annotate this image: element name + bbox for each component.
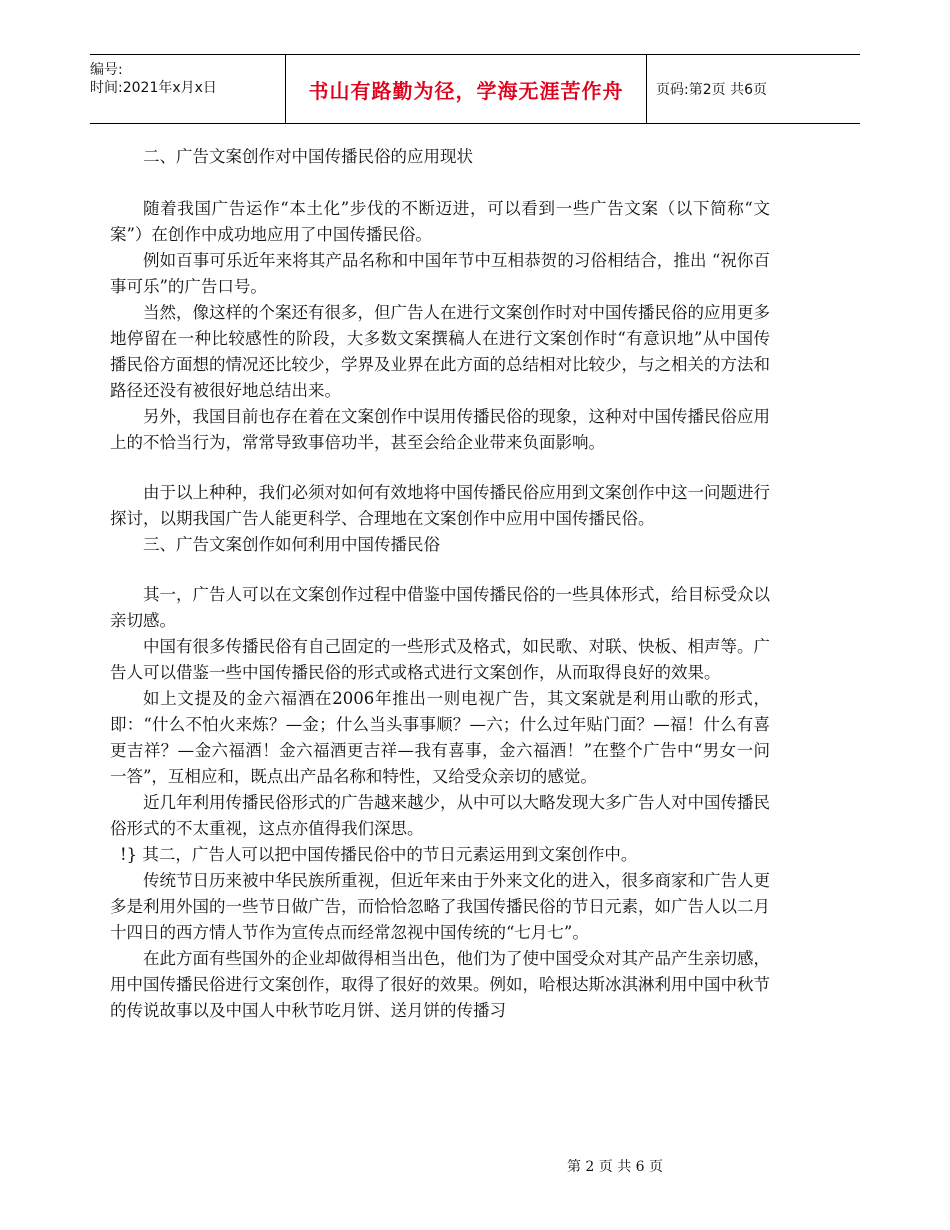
number-label: 编号: xyxy=(90,62,123,78)
section-heading-3: 三、广告文案创作如何利用中国传播民俗 xyxy=(143,535,440,554)
header-meta xyxy=(90,55,285,123)
time-label: 时间:2021年x月x日 xyxy=(90,80,217,96)
header-motto-cell xyxy=(285,55,647,123)
paragraph: 如上文提及的金六福酒在2006年推出一则电视广告，其文案就是利用山歌的形式，即：“什么不怕火来炼？—金；什么当头事事顺？—六；什么过年贴门面？—福！什么有喜更吉祥？—金六福酒！金六福酒更吉祥—我有喜事，金六福酒！”在整个广告中“男女一问一答”，互相应和，既点出产品名称和特性，又给受众亲切的感觉。 xyxy=(110,689,770,786)
paragraph: 例如百事可乐近年来将其产品名称和中国年节中互相恭贺的习俗相结合，推出 “祝你百事可乐”的广告口号。 xyxy=(110,251,770,296)
paragraph: 近几年利用传播民俗形式的广告越来越少，从中可以大略发现大多广告人对中国传播民俗形式的不太重视，这点亦值得我们深思。 xyxy=(110,793,770,838)
section-heading-2: 二、广告文案创作对中国传播民俗的应用现状 xyxy=(143,147,473,166)
paragraph: 由于以上种种，我们必须对如何有效地将中国传播民俗应用到文案创作中这一问题进行探讨，以期我国广告人能更科学、合理地在文案创作中应用中国传播民俗。 xyxy=(110,483,770,528)
paragraph: 当然，像这样的个案还有很多，但广告人在进行文案创作时对中国传播民俗的应用更多地停留在一种比较感性的阶段，大多数文案撰稿人在进行文案创作时“有意识地”从中国传播民俗方面想的情况还比较少，学界及业界在此方面的总结相对比较少，与之相关的方法和路径还没有被很好地总结出来。 xyxy=(110,303,770,400)
paragraph: 其一，广告人可以在文案创作过程中借鉴中国传播民俗的一些具体形式，给目标受众以亲切感。 xyxy=(110,585,770,630)
page-footer xyxy=(0,1156,950,1176)
page-label: 页码:第2页 共6页 xyxy=(656,82,767,98)
footer-page-number: 第 2 页 共 6 页 xyxy=(566,1159,664,1175)
paragraph: 中国有很多传播民俗有自己固定的一些形式及格式，如民歌、对联、快板、相声等。广告人可以借鉴一些中国传播民俗的形式或格式进行文案创作，从而取得良好的效果。 xyxy=(110,637,770,682)
paragraph: !} 其二，广告人可以把中国传播民俗中的节日元素运用到文案创作中。 xyxy=(120,845,638,864)
page-header xyxy=(90,54,860,124)
paragraph: 另外，我国目前也存在着在文案创作中误用传播民俗的现象，这种对中国传播民俗应用上的不恰当行为，常常导致事倍功半，甚至会给企业带来负面影响。 xyxy=(110,407,770,452)
paragraph: 在此方面有些国外的企业却做得相当出色，他们为了使中国受众对其产品产生亲切感，用中国传播民俗进行文案创作，取得了很好的效果。例如，哈根达斯冰淇淋利用中国中秋节的传说故事以及中国人中秋节吃月饼、送月饼的传播习 xyxy=(110,949,770,1020)
paragraph: 传统节日历来被中华民族所重视，但近年来由于外来文化的进入，很多商家和广告人更多是利用外国的一些节日做广告，而恰恰忽略了我国传播民俗的节日元素，如广告人以二月十四日的西方情人节作为宣传点而经常忽视中国传统的“七月七”。 xyxy=(110,871,770,942)
paragraph: 随着我国广告运作“本土化”步伐的不断迈进，可以看到一些广告文案（以下简称“文案”）在创作中成功地应用了中国传播民俗。 xyxy=(110,199,770,244)
document-body xyxy=(110,136,770,1024)
motto: 书山有路勤为径，学海无涯苦作舟 xyxy=(308,78,624,103)
header-page-cell xyxy=(646,55,860,123)
